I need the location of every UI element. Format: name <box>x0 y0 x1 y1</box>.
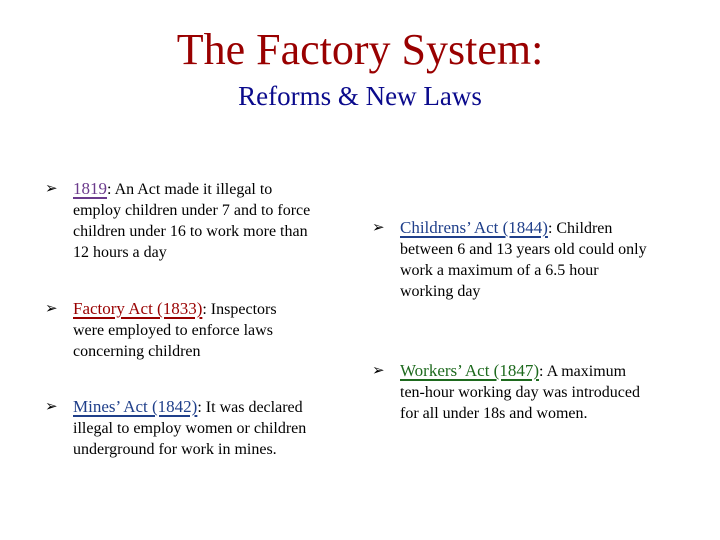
law-heading-suffix: : An Act made it illegal to <box>107 181 273 198</box>
law-text-line: children under 16 to work more than <box>73 223 308 240</box>
arrow-bullet-icon: ➢ <box>45 299 58 317</box>
law-item-workers-act <box>372 360 692 424</box>
law-text-line: work a maximum of a 6.5 hour <box>400 262 599 279</box>
law-heading: Workers’ Act (1847) <box>400 361 539 380</box>
law-text-line: concerning children <box>73 343 201 360</box>
law-heading-suffix: : A maximum <box>539 363 627 380</box>
law-heading-suffix: : Inspectors <box>202 301 277 318</box>
arrow-bullet-icon: ➢ <box>45 179 58 197</box>
law-text-line: ten-hour working day was introduced <box>400 384 640 401</box>
slide-subtitle: Reforms & New Laws <box>238 81 482 111</box>
law-heading-suffix: : It was declared <box>197 399 303 416</box>
law-text-line: illegal to employ women or children <box>73 420 307 437</box>
slide-title: The Factory System: <box>176 25 544 74</box>
law-text-line: were employed to enforce laws <box>73 322 273 339</box>
law-heading: Childrens’ Act (1844) <box>400 218 548 237</box>
law-heading: Factory Act (1833) <box>73 299 203 318</box>
law-text-line: between 6 and 13 years old could only <box>400 241 647 258</box>
law-item-mines-act <box>45 396 350 460</box>
arrow-bullet-icon: ➢ <box>45 397 58 415</box>
law-heading-suffix: : Children <box>547 220 613 237</box>
law-text-line: for all under 18s and women. <box>400 405 588 422</box>
law-text-line: 12 hours a day <box>73 244 167 261</box>
arrow-bullet-icon: ➢ <box>372 361 385 379</box>
law-item-childrens-act <box>372 217 692 302</box>
law-item-1819 <box>45 178 345 263</box>
law-text-line: underground for work in mines. <box>73 441 277 458</box>
law-text-line: employ children under 7 and to force <box>73 202 311 219</box>
law-heading: Mines’ Act (1842) <box>73 397 198 416</box>
law-heading: 1819 <box>73 179 107 198</box>
law-text-line: working day <box>400 283 481 300</box>
arrow-bullet-icon: ➢ <box>372 218 385 236</box>
law-item-factory-act <box>45 298 345 362</box>
